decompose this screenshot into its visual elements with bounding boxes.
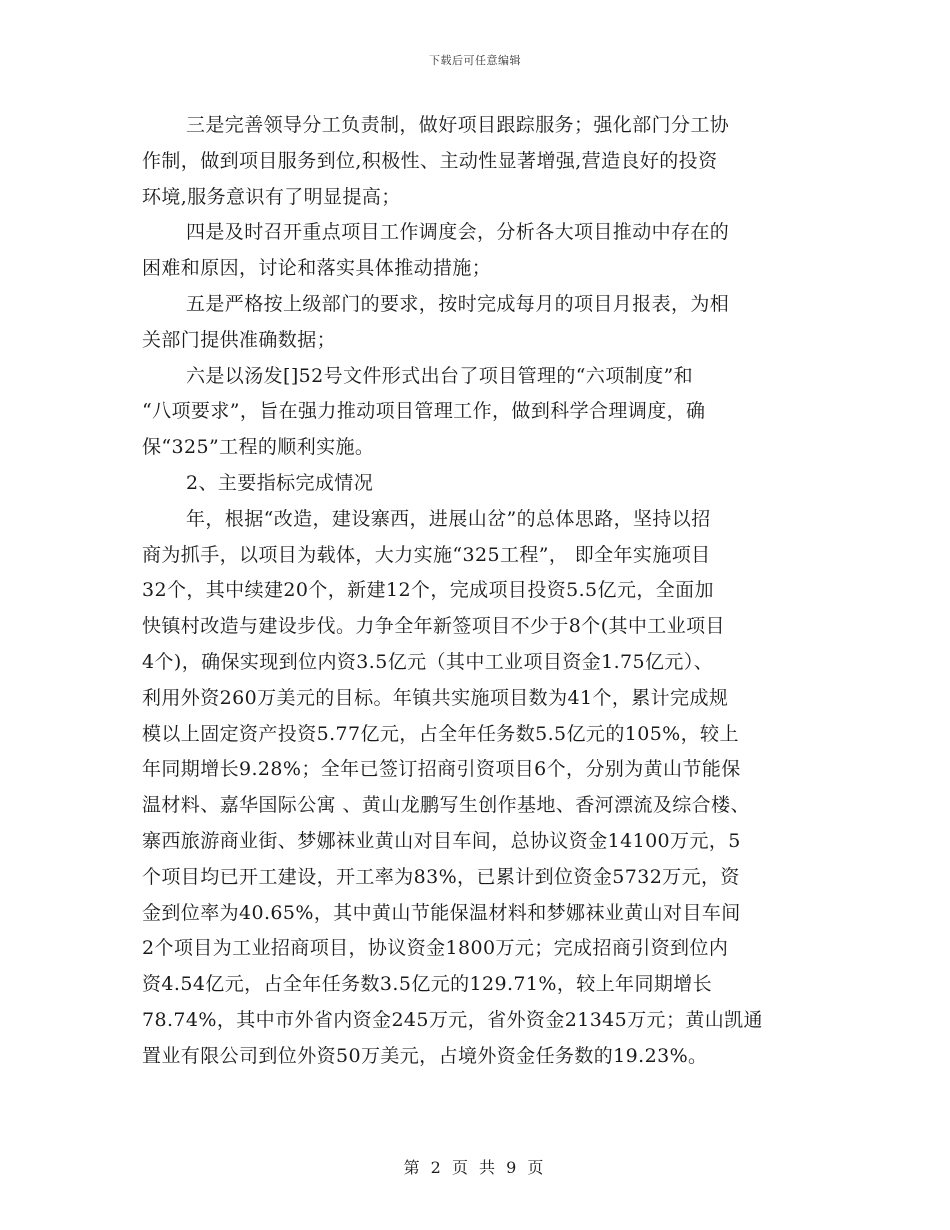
page-header: 下载后可任意编辑 <box>429 54 521 67</box>
text-line: 32个，其中续建20个，新建12个，完成项目投资5.5亿元，全面加 <box>142 579 714 602</box>
text-line: 三是完善领导分工负责制，做好项目跟踪服务；强化部门分工协 <box>186 114 730 136</box>
text-line: 四是及时召开重点项目工作调度会，分析各大项目推动中存在的 <box>186 221 730 244</box>
document-body <box>142 108 812 1075</box>
text-line: 商为抓手，以项目为载体，大力实施“325工程”， 即全年实施项目 <box>142 543 711 566</box>
text-line: 保“325”工程的顺利实施。 <box>142 436 375 459</box>
text-line: 环境,服务意识有了明显提高； <box>142 185 401 208</box>
text-line: 78.74%，其中市外省内资金245万元，省外资金21345万元；黄山凯通 <box>142 1008 763 1031</box>
text-line: 六是以汤发[]52号文件形式出台了项目管理的“六项制度”和 <box>186 364 694 387</box>
text-line: 置业有限公司到位外资50万美元，占境外资金任务数的19.23%。 <box>142 1044 708 1067</box>
text-line: 资4.54亿元，占全年任务数3.5亿元的129.71%，较上年同期增长 <box>142 973 713 996</box>
text-line: 关部门提供准确数据； <box>142 328 337 351</box>
text-line: 2个项目为工业招商项目，协议资金1800万元；完成招商引资到位内 <box>142 937 729 960</box>
text-line: 利用外资260万美元的目标。年镇共实施项目数为41个，累计完成规 <box>142 686 729 709</box>
page-footer: 第 2 页 共 9 页 <box>403 1158 547 1177</box>
text-line: “八项要求”，旨在强力推动项目管理工作，做到科学合理调度，确 <box>142 400 706 423</box>
text-line: 温材料、嘉华国际公寓 、黄山龙鹏写生创作基地、香河漂流及综合楼、 <box>142 794 750 817</box>
text-line: 年同期增长9.28%；全年已签订招商引资项目6个，分别为黄山节能保 <box>142 758 741 781</box>
text-line: 4个)，确保实现到位内资3.5亿元（其中工业项目资金1.75亿元）、 <box>142 650 714 673</box>
text-line: 个项目均已开工建设，开工率为83%，已累计到位资金5732万元，资 <box>142 865 740 888</box>
text-line: 金到位率为40.65%，其中黄山节能保温材料和梦娜袜业黄山对目车间 <box>142 901 741 924</box>
text-line: 作制，做到项目服务到位,积极性、主动性显著增强,营造良好的投资 <box>142 149 718 172</box>
text-line: 快镇村改造与建设步伐。力争全年新签项目不少于8个(其中工业项目 <box>142 615 725 638</box>
text-line: 年，根据“改造，建设寨西，进展山岔”的总体思路，坚持以招 <box>186 507 711 530</box>
text-line: 五是严格按上级部门的要求，按时完成每月的项目月报表，为相 <box>186 292 730 315</box>
text-line: 模以上固定资产投资5.77亿元，占全年任务数5.5亿元的105%，较上 <box>142 722 739 745</box>
text-line: 寨西旅游商业街、梦娜袜业黄山对目车间，总协议资金14100万元，5 <box>142 829 741 852</box>
text-line: 2、主要指标完成情况 <box>186 471 374 494</box>
text-line: 困难和原因，讨论和落实具体推动措施； <box>142 257 492 280</box>
